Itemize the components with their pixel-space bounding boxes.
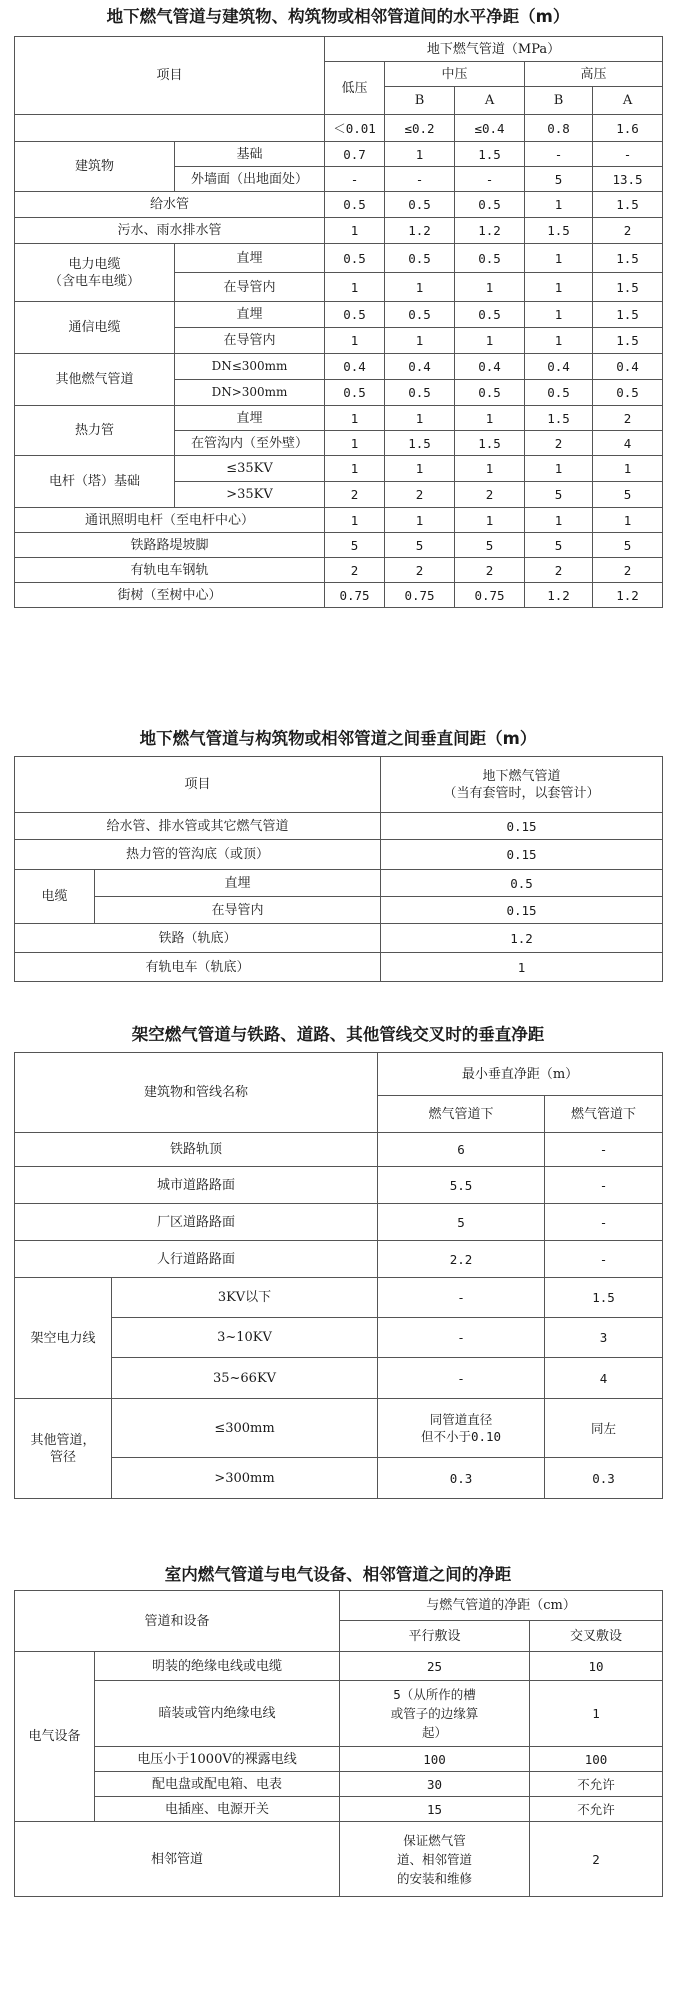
row-sub-label: 暗装或管内绝缘电线 (95, 1681, 340, 1747)
row-sub-label: 配电盘或配电箱、电表 (95, 1772, 340, 1797)
table-row (15, 897, 663, 924)
table-cell: 1.5 (525, 218, 593, 244)
table-cell: 6 (378, 1133, 545, 1167)
table-cell: 1 (525, 328, 593, 354)
table-cell: 0.5 (325, 302, 385, 328)
table-cell: 1.2 (525, 583, 593, 608)
header-low-pressure: 低压 (325, 62, 385, 115)
table-cell: 0.5 (385, 302, 455, 328)
table-cell: 1 (325, 431, 385, 456)
table-cell: 1 (525, 273, 593, 302)
header-distance-cm: 与燃气管道的净距（cm） (340, 1591, 663, 1621)
table-row (15, 1797, 663, 1822)
header-line-1: 地下燃气管道 (482, 768, 561, 784)
table-cell: 1 (325, 406, 385, 431)
row-group-label: 电杆（塔）基础 (15, 456, 175, 508)
horizontal-clearance-table (14, 36, 662, 608)
table-cell: 0.5 (381, 870, 663, 897)
table-row (15, 583, 663, 608)
table-cell: 1.5 (593, 192, 663, 218)
table-cell: 1 (593, 508, 663, 533)
table-cell: 1.2 (385, 218, 455, 244)
table-cell: 10 (530, 1652, 663, 1681)
table-cell: 5 (525, 482, 593, 508)
table-cell: 0.5 (455, 302, 525, 328)
table-row (15, 192, 663, 218)
table-cell: 1 (525, 244, 593, 273)
row-group-label: 建筑物 (15, 142, 175, 192)
table-cell: - (545, 1133, 663, 1167)
table-row (15, 142, 663, 167)
table-cell: 4 (545, 1358, 663, 1399)
row-sub-label: ≤35KV (175, 456, 325, 482)
table-cell: 0.5 (325, 380, 385, 406)
table-cell: 1.2 (593, 583, 663, 608)
header-grade: A (593, 87, 663, 115)
table-cell: 1 (525, 192, 593, 218)
table-cell: 1 (325, 456, 385, 482)
table-cell: 1.5 (593, 302, 663, 328)
row-label: 有轨电车（轨底） (15, 953, 381, 982)
table-cell: 25 (340, 1652, 530, 1681)
table-cell: 1.5 (545, 1278, 663, 1318)
pressure-value: ≤0.4 (455, 115, 525, 142)
table-cell: 2 (593, 558, 663, 583)
table-cell: 0.7 (325, 142, 385, 167)
row-label: 铁路路堤坡脚 (15, 533, 325, 558)
table-cell: 1.2 (381, 924, 663, 953)
table-cell: 1 (325, 273, 385, 302)
table-cell: 5 (378, 1204, 545, 1241)
table-cell: 2 (530, 1822, 663, 1897)
row-sub-label: ≤300mm (112, 1399, 378, 1458)
table-cell: 2 (455, 482, 525, 508)
table-cell: 1 (455, 508, 525, 533)
header-medium-pressure: 中压 (385, 62, 525, 87)
row-label: 通讯照明电杆（至电杆中心） (15, 508, 325, 533)
row-sub-label: 在管沟内（至外壁） (175, 431, 325, 456)
row-sub-label: 在导管内 (95, 897, 381, 924)
table-cell: 1 (525, 302, 593, 328)
table-cell: 1 (325, 218, 385, 244)
row-sub-label: >35KV (175, 482, 325, 508)
row-group-label: 电力电缆 （含电车电缆） (15, 244, 175, 302)
pressure-blank (15, 115, 325, 142)
table-cell: 1.2 (455, 218, 525, 244)
row-label: 给水管 (15, 192, 325, 218)
table-cell: 0.5 (455, 380, 525, 406)
table-cell: 1.5 (455, 142, 525, 167)
table-row (15, 1747, 663, 1772)
table-cell: 0.15 (381, 840, 663, 870)
row-sub-label: 在导管内 (175, 328, 325, 354)
table-cell: 保证燃气管 道、相邻管道 的安装和维修 (340, 1822, 530, 1897)
table-cell: 1 (385, 142, 455, 167)
table-cell: - (378, 1318, 545, 1358)
table-row (15, 1241, 663, 1278)
row-sub-label: 明装的绝缘电线或电缆 (95, 1652, 340, 1681)
row-sub-label: 直埋 (175, 244, 325, 273)
table-row (15, 1652, 663, 1681)
table-cell: 0.4 (385, 354, 455, 380)
table-row (15, 1458, 663, 1499)
table-cell: 5（从所作的槽 或管子的边缘算 起） (340, 1681, 530, 1747)
table-cell: - (545, 1241, 663, 1278)
header-grade: B (525, 87, 593, 115)
row-sub-label: DN≤300mm (175, 354, 325, 380)
table4-title: 室内燃气管道与电气设备、相邻管道之间的净距 (164, 1565, 512, 1584)
table-cell: 1.5 (593, 273, 663, 302)
table-cell: 0.5 (325, 192, 385, 218)
row-sub-label: 在导管内 (175, 273, 325, 302)
table-cell: 5 (525, 167, 593, 192)
table-cell: 100 (340, 1747, 530, 1772)
table-row (15, 1358, 663, 1399)
header-item: 管道和设备 (15, 1591, 340, 1652)
row-label: 污水、雨水排水管 (15, 218, 325, 244)
header-grade: B (385, 87, 455, 115)
table-row (15, 1399, 663, 1458)
table-row (15, 840, 663, 870)
row-sub-label: 3KV以下 (112, 1278, 378, 1318)
table-cell: - (378, 1278, 545, 1318)
table-cell: 1 (525, 456, 593, 482)
table-cell: 1 (381, 953, 663, 982)
table-row (15, 1318, 663, 1358)
table-row (15, 558, 663, 583)
pressure-value: 0.8 (525, 115, 593, 142)
row-group-label: 电缆 (15, 870, 95, 924)
row-label: 人行道路路面 (15, 1241, 378, 1278)
table-cell: 3 (545, 1318, 663, 1358)
table-cell: 2 (593, 218, 663, 244)
row-sub-label: 电插座、电源开关 (95, 1797, 340, 1822)
row-sub-label: 电压小于1000V的裸露电线 (95, 1747, 340, 1772)
table-cell: 2 (325, 558, 385, 583)
header-crossing: 交叉敷设 (530, 1621, 663, 1652)
table-cell: 1 (385, 328, 455, 354)
table-row (15, 406, 663, 431)
table-row (15, 354, 663, 380)
row-sub-label: 35~66KV (112, 1358, 378, 1399)
table-cell: 0.5 (385, 244, 455, 273)
row-sub-label: DN>300mm (175, 380, 325, 406)
table-cell: 不允许 (530, 1797, 663, 1822)
table-cell: 1 (455, 273, 525, 302)
table-cell: 15 (340, 1797, 530, 1822)
table-row (15, 1772, 663, 1797)
table-cell: 5 (385, 533, 455, 558)
table-row (15, 218, 663, 244)
table-cell: 同左 (545, 1399, 663, 1458)
header-under-pipe: 燃气管道下 (378, 1096, 545, 1133)
table-cell: 1 (593, 456, 663, 482)
row-label: 厂区道路路面 (15, 1204, 378, 1241)
pressure-value: ≤0.2 (385, 115, 455, 142)
table-cell: 0.5 (385, 192, 455, 218)
table-cell: 0.75 (325, 583, 385, 608)
table-cell: 0.4 (325, 354, 385, 380)
row-sub-label: 直埋 (175, 406, 325, 431)
table-cell: 1 (455, 328, 525, 354)
table-row (15, 813, 663, 840)
table-cell: 5 (455, 533, 525, 558)
header-grade: A (455, 87, 525, 115)
row-sub-label: 3~10KV (112, 1318, 378, 1358)
header-item: 项目 (15, 757, 381, 813)
table-cell: - (385, 167, 455, 192)
table-cell: - (455, 167, 525, 192)
row-label: 城市道路路面 (15, 1167, 378, 1204)
table-cell: 2.2 (378, 1241, 545, 1278)
header-line-2: （当有套管时，以套管计） (443, 785, 600, 801)
table-cell: 0.5 (385, 380, 455, 406)
table-cell: 0.3 (545, 1458, 663, 1499)
table-row (15, 1167, 663, 1204)
table-cell: 13.5 (593, 167, 663, 192)
row-label: 相邻管道 (15, 1822, 340, 1897)
overhead-crossing-table (14, 1052, 662, 1499)
row-group-label: 其他燃气管道 (15, 354, 175, 406)
table-cell: 100 (530, 1747, 663, 1772)
table-cell: 1 (525, 508, 593, 533)
table-cell: 2 (525, 558, 593, 583)
table-cell: 30 (340, 1772, 530, 1797)
table-cell: 1.5 (385, 431, 455, 456)
table-row (15, 1278, 663, 1318)
table-cell: 2 (593, 406, 663, 431)
table3-title: 架空燃气管道与铁路、道路、其他管线交叉时的垂直净距 (131, 1025, 545, 1044)
header-item: 建筑物和管线名称 (15, 1053, 378, 1133)
row-sub-label: 基础 (175, 142, 325, 167)
table-cell: 1 (455, 406, 525, 431)
table-cell: 5 (593, 482, 663, 508)
table-cell: 0.4 (455, 354, 525, 380)
table-cell: 1 (385, 406, 455, 431)
table-cell: 0.5 (325, 244, 385, 273)
table-row (15, 1133, 663, 1167)
table-cell: 2 (325, 482, 385, 508)
table-cell: 1.5 (593, 244, 663, 273)
table-row (15, 1822, 663, 1897)
row-label: 铁路轨顶 (15, 1133, 378, 1167)
table-cell: 2 (525, 431, 593, 456)
row-group-label: 电气设备 (15, 1652, 95, 1822)
table-row (15, 1204, 663, 1241)
pressure-value: ＜0.01 (325, 115, 385, 142)
table-row (15, 302, 663, 328)
table-cell: 0.5 (455, 192, 525, 218)
table-row (15, 533, 663, 558)
table-cell: 1 (385, 456, 455, 482)
row-label: 给水管、排水管或其它燃气管道 (15, 813, 381, 840)
table-cell: 0.5 (525, 380, 593, 406)
table-cell: 1 (325, 328, 385, 354)
table-row (15, 870, 663, 897)
row-label: 街树（至树中心） (15, 583, 325, 608)
table-cell: 1.5 (455, 431, 525, 456)
table-cell: 4 (593, 431, 663, 456)
indoor-clearance-table (14, 1590, 662, 1897)
table-cell: 2 (385, 482, 455, 508)
table-cell: - (545, 1167, 663, 1204)
table-cell: - (325, 167, 385, 192)
header-underground-gas-pipe (381, 757, 663, 813)
header-underground-gas-pipe: 地下燃气管道（MPa） (325, 37, 663, 62)
table-cell: 5 (593, 533, 663, 558)
header-parallel: 平行敷设 (340, 1621, 530, 1652)
table-cell: 0.15 (381, 813, 663, 840)
header-min-vertical-distance: 最小垂直净距（m） (378, 1053, 663, 1096)
table2-title: 地下燃气管道与构筑物或相邻管道之间垂直间距（m） (139, 729, 537, 748)
row-sub-label: 直埋 (95, 870, 381, 897)
table-row (15, 508, 663, 533)
table-cell: 0.15 (381, 897, 663, 924)
row-group-label: 其他管道， 管径 (15, 1399, 112, 1499)
table-cell: 2 (455, 558, 525, 583)
table-cell: 1.5 (593, 328, 663, 354)
row-group-label: 架空电力线 (15, 1278, 112, 1399)
table-cell: 0.4 (525, 354, 593, 380)
table-cell: 1 (385, 273, 455, 302)
vertical-clearance-table (14, 756, 662, 982)
table-cell: 0.75 (385, 583, 455, 608)
row-label: 热力管的管沟底（或顶） (15, 840, 381, 870)
row-label: 有轨电车钢轨 (15, 558, 325, 583)
table-cell: 2 (385, 558, 455, 583)
table-cell: - (593, 142, 663, 167)
header-under-pipe: 燃气管道下 (545, 1096, 663, 1133)
header-item: 项目 (15, 37, 325, 115)
table-cell: 1 (325, 508, 385, 533)
table-cell: 1 (385, 508, 455, 533)
table-cell: - (378, 1358, 545, 1399)
row-sub-label: >300mm (112, 1458, 378, 1499)
row-label: 铁路（轨底） (15, 924, 381, 953)
table-cell: 5 (525, 533, 593, 558)
table-cell: 0.5 (593, 380, 663, 406)
table-row (15, 456, 663, 482)
table-cell: 不允许 (530, 1772, 663, 1797)
row-group-label: 热力管 (15, 406, 175, 456)
table-cell: 0.75 (455, 583, 525, 608)
table-cell: - (525, 142, 593, 167)
table-row (15, 1681, 663, 1747)
row-group-label: 通信电缆 (15, 302, 175, 354)
table-cell: 5 (325, 533, 385, 558)
header-high-pressure: 高压 (525, 62, 663, 87)
row-sub-label: 外墙面（出地面处） (175, 167, 325, 192)
table-cell: 1 (455, 456, 525, 482)
table1-title: 地下燃气管道与建筑物、构筑物或相邻管道间的水平净距（m） (106, 7, 570, 26)
row-sub-label: 直埋 (175, 302, 325, 328)
table-cell: - (545, 1204, 663, 1241)
table-cell: 0.3 (378, 1458, 545, 1499)
table-row (15, 244, 663, 273)
table-row (15, 953, 663, 982)
table-cell: 0.5 (455, 244, 525, 273)
table-cell: 5.5 (378, 1167, 545, 1204)
table-cell: 1 (530, 1681, 663, 1747)
table-row (15, 924, 663, 953)
table-cell: 1.5 (525, 406, 593, 431)
table-cell: 同管道直径 但不小于0.10 (378, 1399, 545, 1458)
table-cell: 0.4 (593, 354, 663, 380)
pressure-value: 1.6 (593, 115, 663, 142)
